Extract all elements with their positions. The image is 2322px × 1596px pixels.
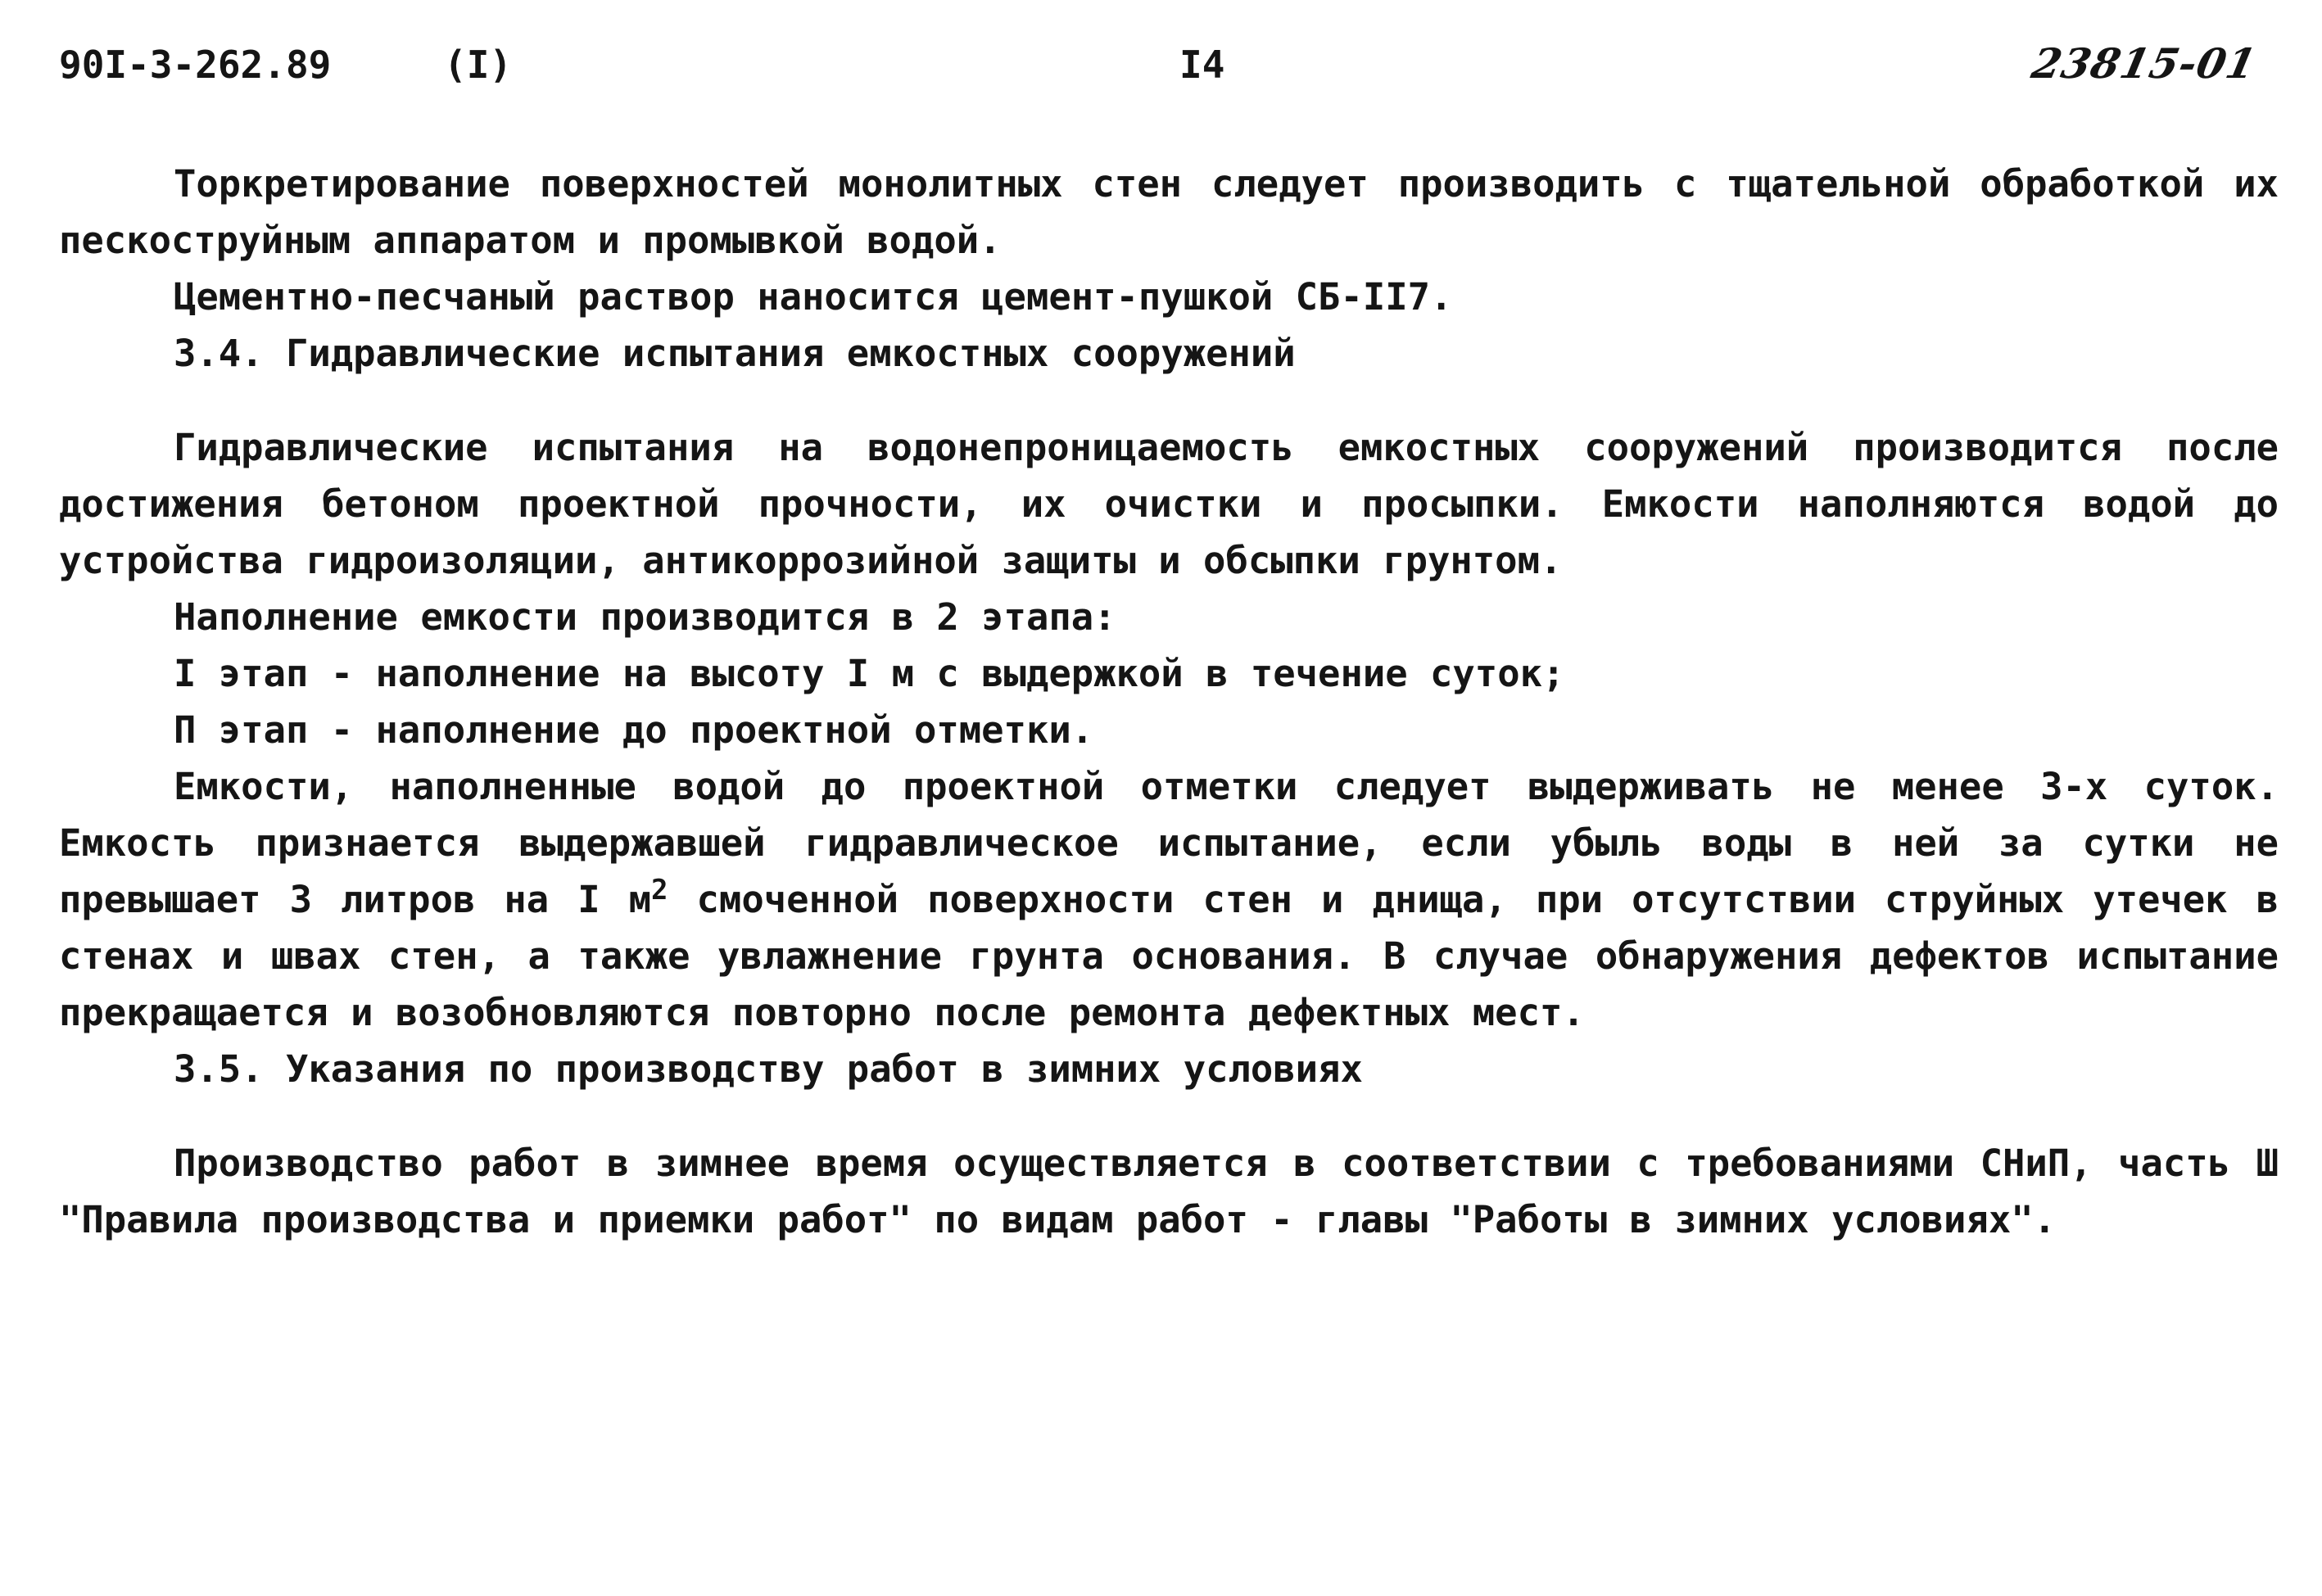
doc-code: 90I-3-262.89 <box>59 43 332 87</box>
paragraph-stage-2: П этап - наполнение до проектной отметки. <box>174 708 1094 752</box>
test-criteria-text-1: Емкости, наполненные водой до проектной отметки следует выдерживать не менее 3-х суток. Емкость признается выдержавшей гидравлическое испытание, если убыль воды в ней за сутки не превышает 3 литров на I м <box>59 765 2279 921</box>
handwritten-inventory-number: 23815-01 <box>2027 39 2261 88</box>
paragraph-hydraulic-tests: Гидравлические испытания на водонепроницаемость емкостных сооружений производится после достижения бетоном проектной прочности, их очистки и просыпки. Емкости наполняются водой до устройства гидроизоляции, антикоррозийной защиты и обсыпки грунтом. <box>59 426 2279 582</box>
test-criteria-text-2: смоченной поверхности стен и днища, при отсутствии струйных утечек в стенах и швах стен, а также увлажнение грунта основания. В случае обнаружения дефектов испытание прекращается и возобновляются повторно после ремонта дефектных мест. <box>59 878 2279 1034</box>
document-body <box>59 156 2279 1248</box>
page-header <box>59 39 2270 100</box>
paragraph-cement-gun: Цементно-песчаный раствор наносится цемент-пушкой СБ-II7. <box>174 275 1453 319</box>
doc-part: (I) <box>444 43 513 87</box>
section-heading-3-4: 3.4. Гидравлические испытания емкостных сооружений <box>174 332 1296 375</box>
paragraph-filling-stages: Наполнение емкости производится в 2 этапа: <box>174 595 1116 639</box>
superscript-square: 2 <box>651 873 668 907</box>
paragraph-shotcrete: Торкретирование поверхностей монолитных стен следует производить с тщательной обработкой их пескоструйным аппаратом и промывкой водой. <box>59 162 2279 262</box>
paragraph-test-criteria <box>59 758 2279 1041</box>
paragraph-winter-works: Производство работ в зимнее время осуществляется в соответствии с требованиями СНиП, часть Ш "Правила производства и приемки работ" по видам работ - главы "Работы в зимних условиях". <box>59 1142 2279 1241</box>
paragraph-stage-1: I этап - наполнение на высоту I м с выдержкой в течение суток; <box>174 652 1565 695</box>
page-number: I4 <box>1179 43 1225 87</box>
section-heading-3-5: 3.5. Указания по производству работ в зимних условиях <box>174 1047 1363 1091</box>
